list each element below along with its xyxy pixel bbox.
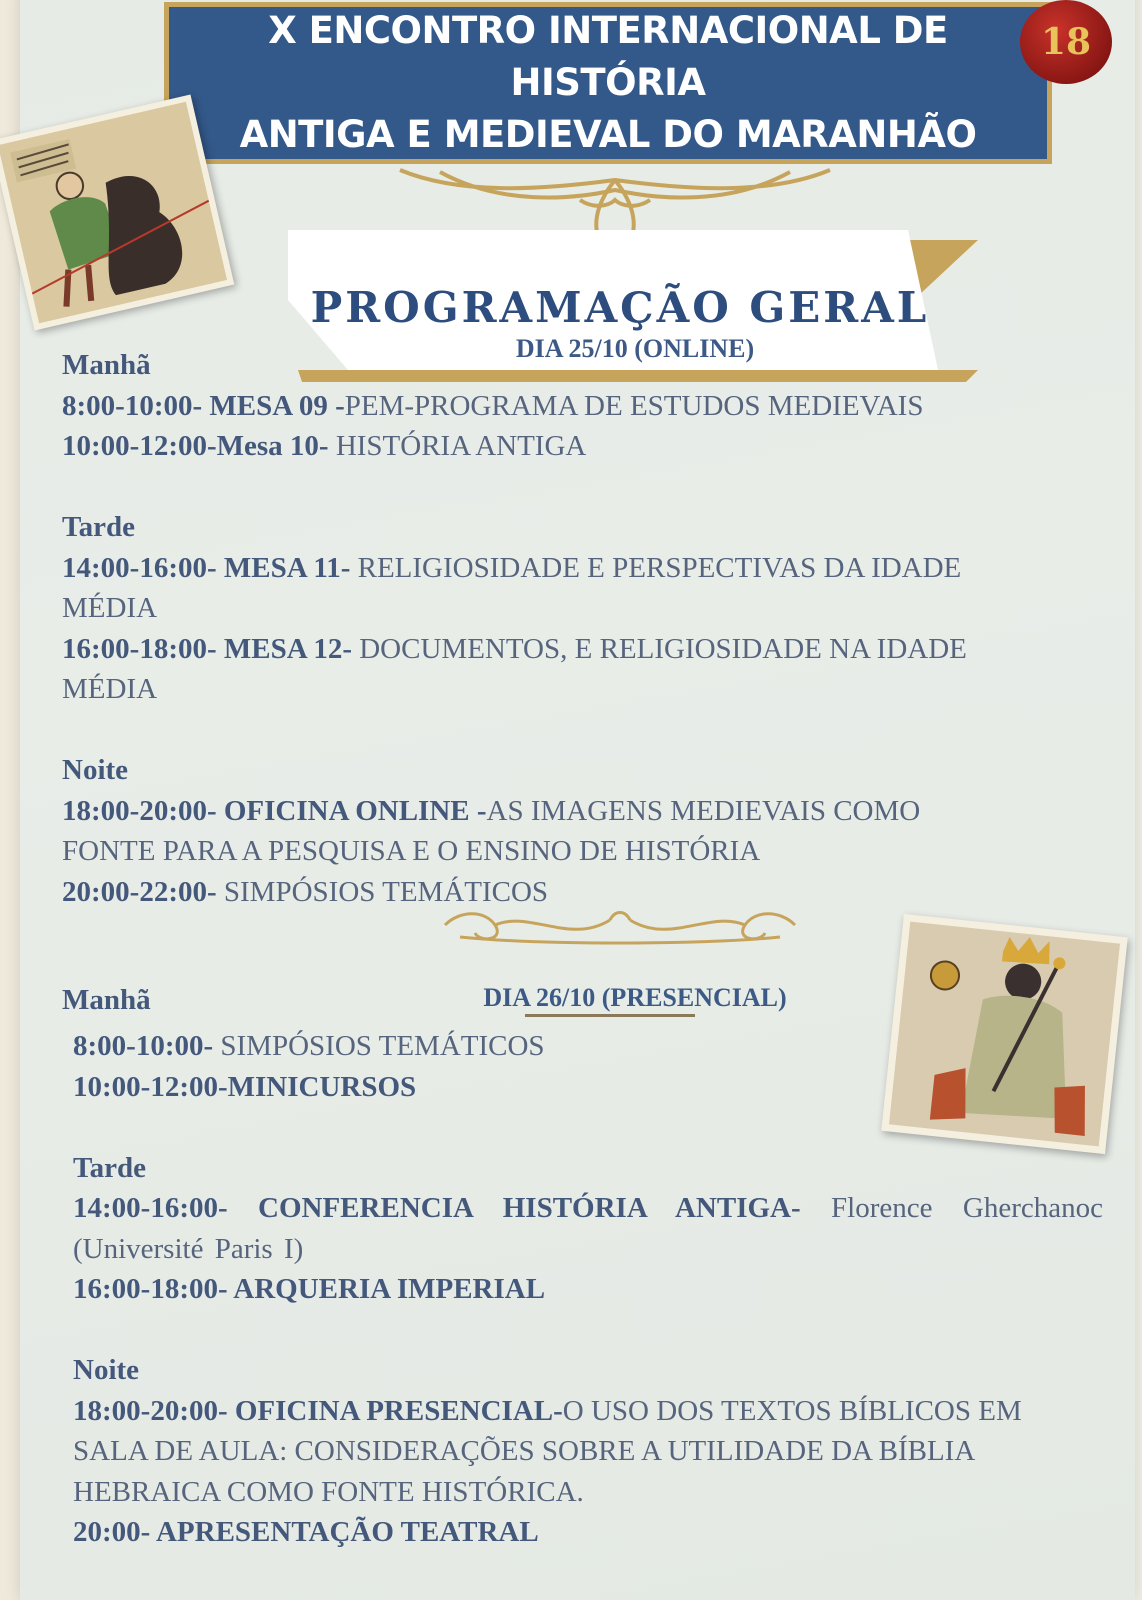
schedule-item: 10:00-12:00-Mesa 10- HISTÓRIA ANTIGA [62, 430, 587, 462]
day2-evening-heading: Noite [73, 1354, 140, 1386]
day2-morning-heading: Manhã [62, 984, 151, 1016]
schedule-item: 8:00-10:00- MESA 09 -PEM-PROGRAMA DE ESTUDOS MEDIEVAIS [62, 389, 924, 422]
schedule-item: 18:00-20:00- OFICINA ONLINE -AS IMAGENS MEDIEVAIS COMO FONTE PARA A PESQUISA E O ENSINO DE HISTÓRIA [62, 794, 921, 867]
seal-number: 18 [1040, 21, 1092, 63]
event-title-line1: X ENCONTRO INTERNACIONAL DE HISTÓRIA [268, 9, 948, 104]
wax-seal-badge [1020, 0, 1112, 84]
ornamental-divider [440, 905, 800, 955]
schedule-item: 8:00-10:00- SIMPÓSIOS TEMÁTICOS [73, 1030, 545, 1062]
day2-label: DIA 26/10 (PRESENCIAL) [483, 983, 787, 1012]
program-title: PROGRAMAÇÃO GERAL [310, 283, 930, 332]
day1-evening-heading: Noite [62, 754, 129, 786]
schedule-item: 14:00-16:00- MESA 11- RELIGIOSIDADE E PERSPECTIVAS DA IDADE MÉDIA [62, 551, 962, 624]
day1-schedule [62, 345, 1022, 912]
day1-label: DIA 25/10 (ONLINE) [515, 334, 755, 363]
schedule-item: 10:00-12:00-MINICURSOS [73, 1070, 417, 1103]
event-title-line2: ANTIGA E MEDIEVAL DO MARANHÃO [239, 113, 977, 156]
schedule-item: 16:00-18:00- MESA 12- DOCUMENTOS, E RELIGIOSIDADE NA IDADE MÉDIA [62, 632, 967, 705]
schedule-item: 20:00- APRESENTAÇÃO TEATRAL [73, 1516, 539, 1548]
day2-underline [525, 1014, 695, 1017]
event-title-banner [164, 2, 1052, 164]
day1-morning-heading: Manhã [62, 349, 151, 381]
schedule-item: 16:00-18:00- ARQUERIA IMPERIAL [73, 1273, 546, 1305]
day2-afternoon-heading: Tarde [73, 1151, 147, 1184]
schedule-item: 20:00-22:00- SIMPÓSIOS TEMÁTICOS [62, 875, 549, 908]
schedule-item: 14:00-16:00- CONFERENCIA HISTÓRIA ANTIGA- Florence Gherchanoc (Université Paris I) [73, 1192, 1104, 1265]
day2-schedule-heading-box [62, 980, 462, 1021]
day1-afternoon-heading: Tarde [62, 511, 136, 543]
day2-schedule [73, 1026, 1103, 1553]
schedule-item: 18:00-20:00- OFICINA PRESENCIAL-O USO DOS TEXTOS BÍBLICOS EM SALA DE AULA: CONSIDERAÇÕES SOBRE A UTILIDADE DA BÍBLIA HEBRAICA COMO FONTE HISTÓRICA. [73, 1394, 1022, 1508]
